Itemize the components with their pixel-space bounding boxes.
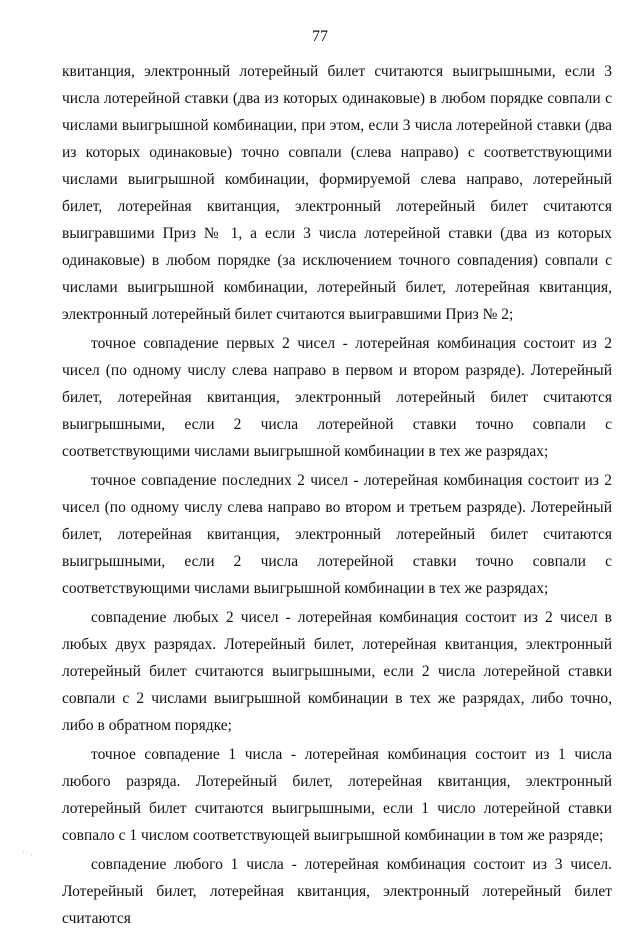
page-number: 77 <box>312 28 328 45</box>
paragraph-any-one: совпадение любого 1 числа - лотерейная комбинация состоит из 3 чисел. Лотерейный билет, лотерейная квитанция, электронный лотерейный билет считаются <box>62 856 612 927</box>
paragraph-continuation: квитанция, электронный лотерейный билет считаются выигрышными, если 3 числа лотерейной ставки (два из которых одинаковые) в любом порядке совпали с числами выигрышной комбинации, при этом, если 3 числа лотерейной ставки (два из которых одинаковые) точно совпали (слева направо) с соответствующими числами выигрышной комбинации, формируемой слева направо, лотерейный билет, лотерейная квитанция, электронный лотерейный билет считаются выигравшими Приз № 1, а если 3 числа лотерейной ставки (два из которых одинаковые) в любом порядке (за исключением точного совпадения) совпали с числами выигрышной комбинации, лотерейный билет, лотерейная квитанция, электронный лотерейный билет считаются выигравшими Приз № 2; <box>62 63 612 323</box>
scan-margin-mark: ˙˙ · <box>22 850 34 860</box>
paragraph-first-two-exact: точное совпадение первых 2 чисел - лотерейная комбинация состоит из 2 чисел (по одному числу слева направо в первом и втором разряде). Лотерейный билет, лотерейная квитанция, электронный лотерейный билет считаются выигрышными, если 2 числа лотерейной ставки точно совпали с соответствующими числами выигрышной комбинации в тех же разрядах; <box>62 335 612 460</box>
document-body <box>62 58 612 932</box>
paragraph-any-two: совпадение любых 2 чисел - лотерейная комбинация состоит из 2 чисел в любых двух разрядах. Лотерейный билет, лотерейная квитанция, электронный лотерейный билет считаются выигрышными, если 2 числа лотерейной ставки совпали с 2 числами выигрышной комбинации в тех же разрядах, либо точно, либо в обратном порядке; <box>62 609 612 734</box>
paragraph-last-two-exact: точное совпадение последних 2 чисел - лотерейная комбинация состоит из 2 чисел (по одному числу слева направо во втором и третьем разряде). Лотерейный билет, лотерейная квитанция, электронный лотерейный билет считаются выигрышными, если 2 числа лотерейной ставки точно совпали с соответствующими числами выигрышной комбинации в тех же разрядах; <box>62 472 612 597</box>
paragraph-one-exact: точное совпадение 1 числа - лотерейная комбинация состоит из 1 числа любого разряда. Лотерейный билет, лотерейная квитанция, электронный лотерейный билет считаются выигрышными, если 1 число лотерейной ставки совпало с 1 числом соответствующей выигрышной комбинации в том же разряде; <box>62 746 612 844</box>
